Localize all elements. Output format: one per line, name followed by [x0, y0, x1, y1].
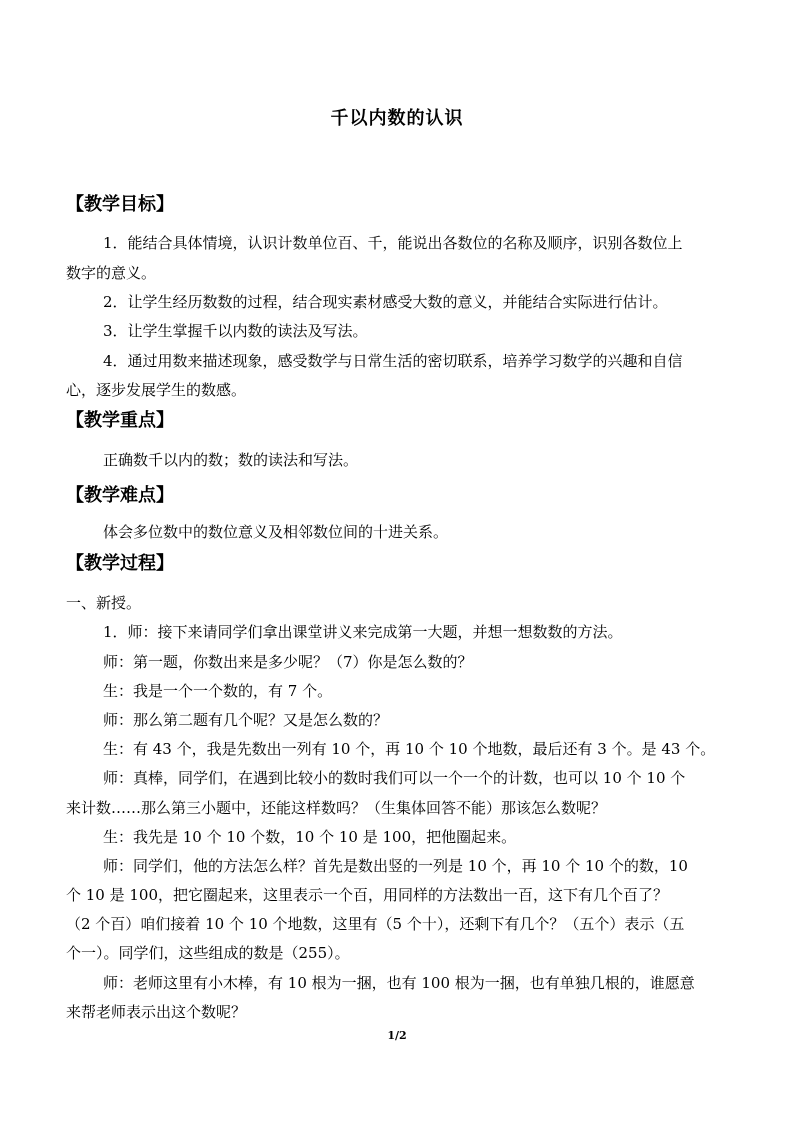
difficulties-text: 体会多位数中的数位意义及相邻数位间的十进关系。: [103, 523, 449, 541]
process-line: 师：那么第二题有几个呢？又是怎么数的？: [103, 711, 389, 729]
process-subheading: 一、新授。: [66, 594, 142, 612]
process-heading: 【教学过程】: [66, 553, 174, 574]
process-line: 个一）。同学们，这些组成的数是（255）。: [66, 944, 350, 962]
process-line: 生：我是一个一个数的，有 7 个。: [103, 682, 333, 700]
objectives-heading: 【教学目标】: [66, 194, 174, 215]
process-line: 生：我先是 10 个 10 个数，10 个 10 是 100，把他圈起来。: [103, 828, 517, 846]
key-points-text: 正确数千以内的数；数的读法和写法。: [103, 451, 359, 469]
objectives-line: 心，逐步发展学生的数感。: [66, 381, 247, 399]
objectives-line: 数字的意义。: [66, 264, 157, 282]
document-title: 千以内数的认识: [330, 108, 464, 129]
objectives-line: 1．能结合具体情境，认识计数单位百、千，能说出各数位的名称及顺序，识别各数位上: [103, 234, 683, 252]
page-number: 1/2: [387, 1029, 407, 1042]
process-line: 1．师：接下来请同学们拿出课堂讲义来完成第一大题，并想一想数数的方法。: [103, 623, 623, 641]
objectives-line: 2．让学生经历数数的过程，结合现实素材感受大数的意义，并能结合实际进行估计。: [103, 293, 668, 311]
process-line: 生：有 43 个，我是先数出一列有 10 个，再 10 个 10 个地数，最后还有 3 个。是 43 个。: [103, 740, 716, 758]
process-line: 来帮老师表示出这个数呢？: [66, 1003, 247, 1021]
key-points-heading: 【教学重点】: [66, 410, 174, 431]
process-line: 师：第一题，你数出来是多少呢？（7）你是怎么数的？: [103, 653, 473, 671]
process-line: 来计数……那么第三小题中，还能这样数吗？（生集体回答不能）那该怎么数呢？: [66, 799, 607, 817]
objectives-line: 3．让学生掌握千以内数的读法及写法。: [103, 322, 368, 340]
process-line: 师：同学们，他的方法怎么样？首先是数出竖的一列是 10 个，再 10 个 10 个的数，10: [103, 857, 688, 875]
difficulties-heading: 【教学难点】: [66, 485, 174, 506]
process-line: （2 个百）咱们接着 10 个 10 个地数，这里有（5 个十），还剩下有几个？（五个）表示（五: [66, 915, 685, 933]
process-line: 师：真棒，同学们，在遇到比较小的数时我们可以一个一个的计数，也可以 10 个 10 个: [103, 769, 686, 787]
process-line: 个 10 是 100，把它圈起来，这里表示一个百，用同样的方法数出一百，这下有几个百了？: [66, 886, 669, 904]
objectives-line: 4．通过用数来描述现象，感受数学与日常生活的密切联系，培养学习数学的兴趣和自信: [103, 352, 683, 370]
process-line: 师：老师这里有小木棒，有 10 根为一捆，也有 100 根为一捆，也有单独几根的，谁愿意: [103, 974, 695, 992]
